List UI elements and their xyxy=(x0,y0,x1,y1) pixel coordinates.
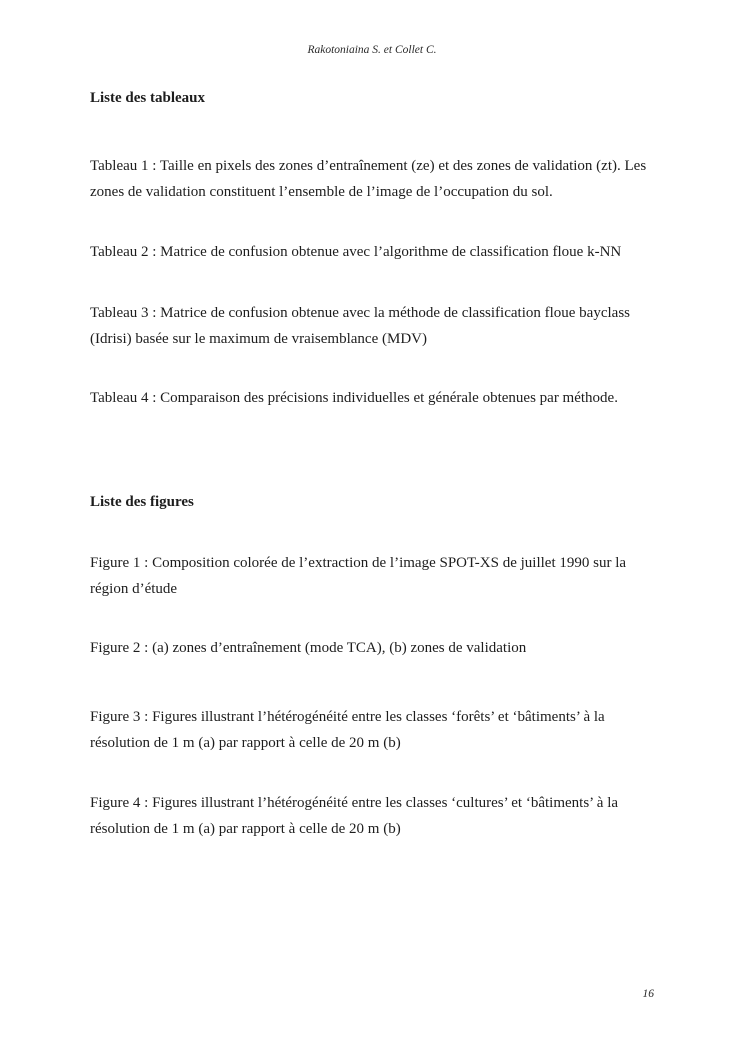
table-caption-2 xyxy=(90,239,660,265)
caption-line: résolution de 1 m (a) par rapport à celle de 20 m (b) xyxy=(90,735,401,751)
section-heading-tables: Liste des tableaux xyxy=(90,90,206,106)
caption-line: résolution de 1 m (a) par rapport à celle de 20 m (b) xyxy=(90,821,401,837)
section-heading-figures: Liste des figures xyxy=(90,494,194,510)
table-caption-1 xyxy=(90,153,660,205)
running-header: Rakotoniaina S. et Collet C. xyxy=(307,44,437,56)
caption-line: Tableau 4 : Comparaison des précisions individuelles et générale obtenues par méthode. xyxy=(90,390,618,406)
caption-line: Figure 4 : Figures illustrant l’hétérogénéité entre les classes ‘cultures’ et ‘bâtiments’ à la xyxy=(90,795,619,811)
caption-line: zones de validation constituent l’ensemble de l’image de l’occupation du sol. xyxy=(90,184,553,200)
figure-caption-4 xyxy=(90,790,660,842)
caption-line: Tableau 2 : Matrice de confusion obtenue avec l’algorithme de classification floue k-NN xyxy=(90,244,622,260)
caption-line: Figure 1 : Composition colorée de l’extraction de l’image SPOT-XS de juillet 1990 sur la xyxy=(90,555,627,571)
caption-line: région d’étude xyxy=(90,581,178,597)
figure-caption-2 xyxy=(90,635,660,661)
caption-line: Figure 2 : (a) zones d’entraînement (mode TCA), (b) zones de validation xyxy=(90,640,527,656)
figure-caption-3 xyxy=(90,704,660,756)
figure-caption-1 xyxy=(90,550,660,602)
table-caption-3 xyxy=(90,300,660,352)
caption-line: Tableau 1 : Taille en pixels des zones d’entraînement (ze) et des zones de validation (zt). Les xyxy=(90,158,647,174)
caption-line: (Idrisi) basée sur le maximum de vraisemblance (MDV) xyxy=(90,331,427,347)
page-number: 16 xyxy=(642,988,654,1000)
caption-line: Tableau 3 : Matrice de confusion obtenue avec la méthode de classification floue bayclass xyxy=(90,305,630,321)
caption-line: Figure 3 : Figures illustrant l’hétérogénéité entre les classes ‘forêts’ et ‘bâtiments’ à la xyxy=(90,709,605,725)
table-caption-4 xyxy=(90,385,660,411)
